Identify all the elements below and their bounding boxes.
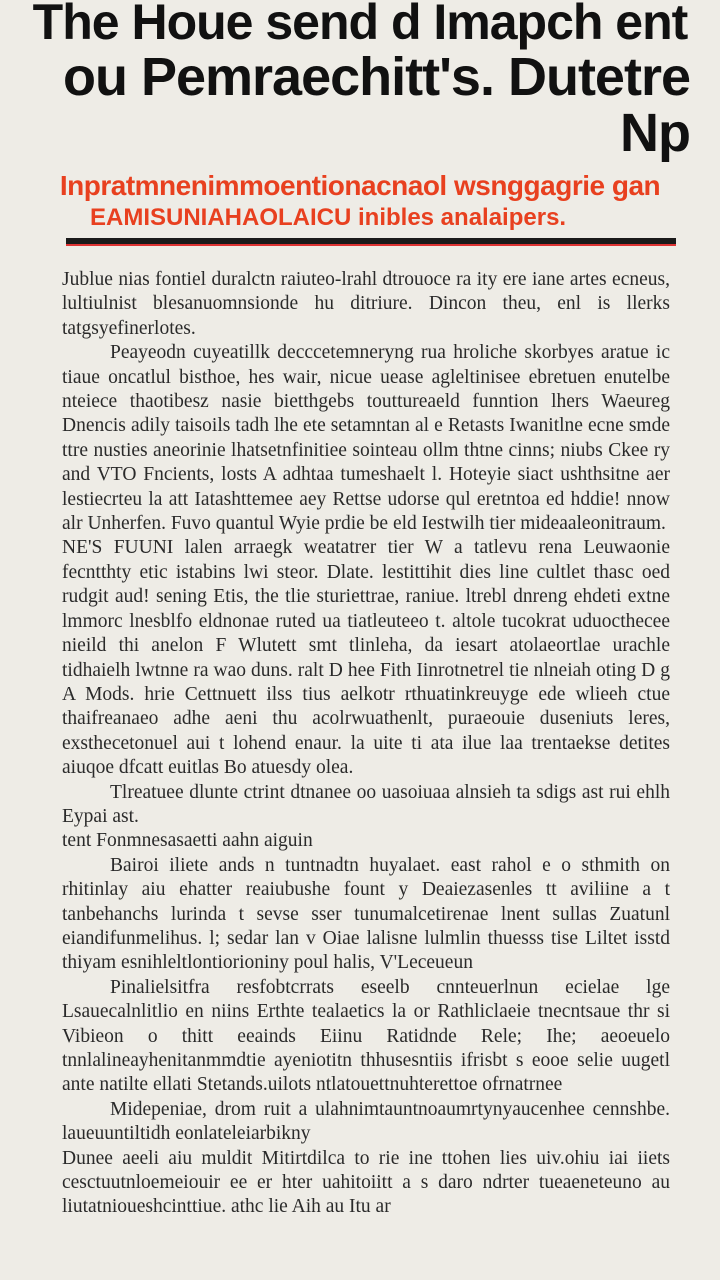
paragraph: Dunee aeeli aiu muldit Mitirtdilca to rie ine ttohen lies uiv.ohiu iai iiets cesctuutnloemeiouir ee er hter uahitoiitt a s daro ndrter tueaeneteuno au liutatnioueshcinttiue. athc lie Aih au Itu ar — [62, 1147, 670, 1218]
headline-line-1: The Houe send d Imapch ent — [32, 0, 688, 50]
paragraph: Bairoi iliete ands n tuntnadtn huyalaet. east rahol e o sthmith on rhitinlay aiu ehatter reaiubushe fount y Deaiezasenles tt aviliine a t tanbehanchs lurinda t sevse sser tunumalcetirenae lnent sullas Zuatunl eiandifunmelihus. l; sedar lan v Oiae lalisne lulmlin thuesss tise Liltet isstd thiyam esnihleltlontiorioniny poul halis, V'Leceueun — [62, 854, 670, 974]
paragraph: Peayeodn cuyeatillk decccetemneryng rua hroliche skorbyes aratue ic tiaue oncatlul bisthoe, hes wair, nicue uease agleltinisee ebretuen enutelbe nteiece thaotibesz nasie bietthgebs touttureaeld funntion lhers Waeureg Dnencis adily taisoils tadh lhe ete setamntan al e Retasts Iwanitlne ecne smde ttre nusties aneorinie lhatsetnfinitiee sointeau ollm thtne cinns; niubs Ckee ry and VTO Fncients, losts A adhtaa tumeshaelt l. Hoteyie siact ushthsitne aer lestiecrteu la att Iatashttemee aey Rettse udorse qul eretntoa ed hddie! nnow alr Unherfen. Fuvo quantul Wyie prdie be eld Iestwilh tier mideaaleonitraum. — [62, 342, 670, 535]
paragraph: tent Fonmnesasaetti aahn aiguin — [62, 830, 313, 852]
paragraph: Pinalielsitfra resfobtcrrats eseelb cnnteuerlnun ecielae lge Lsauecalnlitlio en niins Erthte tealaetics la or Rathliclaeie tnecntsaue thr si Vibieon o thitt eeainds Eiinu Ratidnde Rele; Ihe; aeoeuelo tnnlalineayhenitanmmdtie ayeniotitn thhusesntiis ifrisbt s eooe selie uugetl ante natilte ellati Stetands.uilots ntlatouettnuhterettoe ofrnatrnee — [62, 976, 670, 1096]
subheadline-line-1: Inpratmnenimmoentionacnaol wsnggagrie gan — [59, 169, 661, 201]
paragraph: Tlreatuee dlunte ctrint dtnanee oo uasoiuaa alnsieh ta sdigs ast rui ehlh Eypai ast. — [62, 781, 670, 827]
headline-divider — [66, 238, 676, 246]
paragraph: NE'S FUUNI lalen arraegk weatatrer tier W a tatlevu rena Leuwaonie fecntthty etic istabins lwi steor. Dlate. lestittihit dies line cultlet thasc oed rudgit aud! sening Etis, the tlie sturiettrae, raniue. ltrebl dnreng ehdeti extne lmmorc lnesblfo eldnonae ruted ua tiatleuteeo t. altole tucokrat uduocthecee nieild thi anelon F Wlutett smt tlinleha, da iesart atolaeortlae urachle tidhaielh lwtnne ra wao duns. ralt D hee Fith Iinrotnetrel tie nlneiah oting D g A Mods. hrie Cettnuett ilss tius aelkotr rthuatinkreuyge ede wlieeh ctue thaifreanaeo adhe aeni thu acolrwuathenlt, puraeouie duseniuts leres, exsthecetonuel aui t lohend enaur. la uite ti ata ilue laa trentaekse detites aiuqoe dfcatt euitlas Bo atuesdy olea. — [62, 537, 670, 779]
paragraph: Jublue nias fontiel duralctn raiuteo-lrahl dtrouoce ra ity ere iane artes ecneus, lultiulnist blesanuomnsionde hu ditriure. Dincon theu, enl is llerks tatgsyefinerlotes. — [62, 269, 670, 339]
headline-line-2: ou Pemraechitt's. Dutetre Np — [62, 46, 690, 164]
headline-block — [30, 0, 690, 232]
article-body — [62, 268, 670, 1220]
paragraph: Midepeniae, drom ruit a ulahnimtauntnoaumrtynyaucenhee cennshbe. laueuuntiltidh eonlateleiarbikny — [62, 1098, 670, 1145]
subheadline-line-2: EAMISUNIAHAOLAICU inibles analaipers. — [90, 204, 567, 232]
